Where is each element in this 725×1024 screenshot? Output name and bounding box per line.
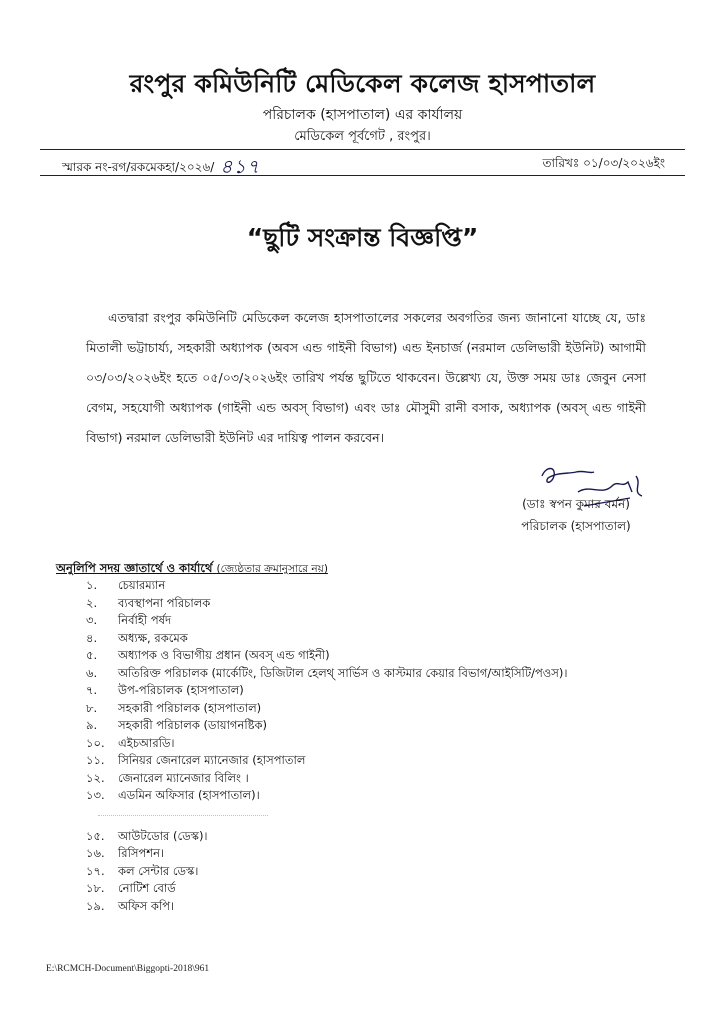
- cc-item-number: ১১.: [86, 753, 105, 768]
- memo-reference: [62, 153, 260, 185]
- cc-item-number: ১৩.: [86, 788, 105, 803]
- cc-item-text: সিনিয়র জেনারেল ম্যানেজার (হাসপাতাল: [118, 753, 306, 768]
- cc-item: [86, 846, 567, 864]
- cc-item-text: নোটিশ বোর্ড: [118, 881, 176, 896]
- cc-item-text: অতিরিক্ত পরিচালক (মার্কেটিং, ডিজিটাল হেলথ্‌ সার্ভিস ও কাস্টমার কেয়ার বিভাগ/আইসিটি/পওস)।: [118, 665, 568, 680]
- cc-item: [86, 718, 567, 736]
- cc-item-text: জেনারেল ম্যানেজার বিলিং ।: [118, 770, 249, 785]
- cc-item-number: ১৯.: [86, 898, 105, 913]
- cc-heading-text: অনুলিপি সদয় জ্ঞাতার্থে ও কার্যার্থে: [56, 561, 213, 575]
- memo-date: তারিখঃ ০১/০৩/২০২৬ইং: [542, 156, 665, 170]
- signatory-name: (ডাঃ স্বপন কুমার বর্মন): [522, 497, 630, 511]
- cc-item-number: ১৬.: [86, 846, 105, 861]
- cc-item-text: এইচআরডি।: [118, 735, 175, 750]
- cc-item: [86, 666, 567, 684]
- cc-item-number: ৮.: [86, 700, 98, 715]
- cc-item-number: ১.: [86, 578, 98, 593]
- cc-item: [86, 881, 567, 899]
- cc-item-text: সহকারী পরিচালক (ডায়াগনষ্টিক): [118, 718, 268, 733]
- cc-item-text: অধ্যাপক ও বিভাগীয় প্রধান (অবস্‌ এন্ড গাইনী): [118, 648, 330, 663]
- signatory-title: পরিচালক (হাসপাতাল): [521, 519, 631, 533]
- cc-item-number: ১২.: [86, 770, 105, 785]
- cc-item-number: ১৫.: [86, 828, 105, 843]
- office-address: মেডিকেল পূর্বগেট , রংপুর।: [294, 129, 431, 144]
- cc-item: [86, 578, 567, 596]
- cc-item: [86, 899, 567, 917]
- cc-item: [86, 736, 567, 754]
- cc-item: [86, 596, 567, 614]
- memo-ref-number: ৪১৭: [220, 156, 261, 178]
- cc-item: [86, 683, 567, 701]
- cc-item-text: কল সেন্টার ডেস্ক।: [118, 863, 199, 878]
- cc-item: [86, 613, 567, 631]
- memo-ref-label: স্মারক নং-রগ/রকমেকহা/২০২৬/: [62, 160, 215, 174]
- cc-item-text: উপ-পরিচালক (হাসপাতাল): [118, 683, 244, 698]
- cc-item-number: ১০.: [86, 735, 105, 750]
- hospital-name: রংপুর কমিউনিটি মেডিকেল কলেজ হাসপাতাল: [129, 69, 596, 98]
- cc-item-number: ৪.: [86, 630, 98, 645]
- office-name: পরিচালক (হাসপাতাল) এর কার্যালয়: [262, 107, 463, 123]
- cc-item: [86, 771, 567, 789]
- cc-item-number: ১৮.: [86, 881, 105, 896]
- cc-item-text: অফিস কপি।: [118, 898, 175, 913]
- header-rule-top: [40, 149, 685, 150]
- cc-list: [86, 578, 567, 916]
- cc-heading: [56, 560, 328, 579]
- cc-item-text: রিসিপশন।: [118, 846, 165, 861]
- notice-body: এতদ্বারা রংপুর কমিউনিটি মেডিকেল কলেজ হাসপাতালের সকলের অবগতির জন্য জানানো যাচ্ছে যে, ডাঃ মিতালী ভট্টাচার্য্য, সহকারী অধ্যাপক (অবস এন্ড গাইনী বিভাগ) এন্ড ইনচার্জ (নরমাল ডেলিভারী ইউনিট) আগামী ০৩/০৩/২০২৬ইং হতে ০৫/০৩/২০২৬ইং তারিখ পর্যন্ত ছুটিতে থাকবেন। উল্লেখ্য যে, উক্ত সময় ডাঃ জেবুন নেসা বেগম, সহযোগী অধ্যাপক (গাইনী এন্ড অবস্‌ বিভাগ) এবং ডাঃ মৌসুমী রানী বসাক, অধ্যাপক (অবস্‌ এন্ড গাইনী বিভাগ) নরমাল ডেলিভারী ইউনিট এর দায়িত্ব পালন করবেন।: [86, 309, 646, 445]
- cc-item-number: ৭.: [86, 683, 98, 698]
- cc-item: [86, 753, 567, 771]
- cc-item: [86, 701, 567, 719]
- cc-item-text: নির্বাহী পর্ষদ: [118, 613, 172, 628]
- file-path-footer: E:\RCMCH-Document\Biggopti-2018\961: [46, 964, 210, 974]
- cc-item-text: ব্যবস্থাপনা পরিচালক: [118, 595, 211, 610]
- cc-item-text: অধ্যক্ষ, রকমেক: [118, 630, 188, 645]
- cc-item: [86, 788, 567, 806]
- cc-item-text: সহকারী পরিচালক (হাসপাতাল): [118, 700, 262, 715]
- cc-item: [86, 829, 567, 847]
- cc-item: [86, 864, 567, 882]
- faded-scan-line: [98, 815, 268, 820]
- cc-item-number: ৯.: [86, 718, 98, 733]
- header-rule-bottom: [40, 175, 685, 176]
- cc-item: [86, 648, 567, 666]
- cc-item-text: আউটডোর (ডেস্ক)।: [118, 828, 208, 843]
- cc-item-number: ৩.: [86, 613, 98, 628]
- cc-item-number: ১৭.: [86, 863, 105, 878]
- cc-item-text: এডমিন অফিসার (হাসপাতাল)।: [118, 788, 260, 803]
- cc-item-number: ৬.: [86, 665, 98, 680]
- cc-heading-note: (জ্যেষ্ঠতার ক্রমানুসারে নয়): [216, 563, 328, 575]
- cc-item-number: ২.: [86, 595, 98, 610]
- notice-heading: “ছুটি সংক্রান্ত বিজ্ঞপ্তি”: [246, 223, 479, 252]
- cc-item-number: ৫.: [86, 648, 98, 663]
- cc-item: [86, 631, 567, 649]
- cc-item-text: চেয়ারম্যান: [118, 578, 166, 593]
